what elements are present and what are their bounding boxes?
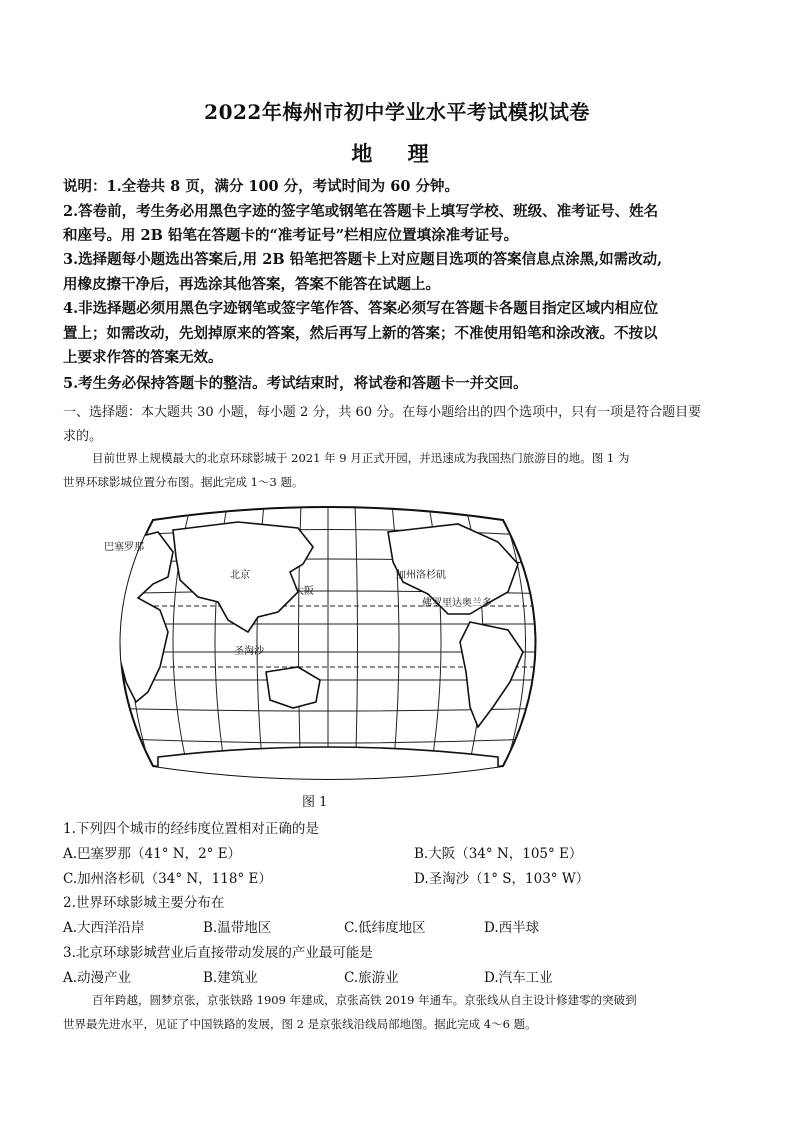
passage-text: 百年跨越，圆梦京张，京张铁路 1909 年建成，京张高铁 2019 年通车。京张线从自主设计修建零的突破到: [92, 993, 637, 1007]
option-b: B.建筑业: [203, 970, 258, 986]
map-label-los-angeles: 加州洛杉矶: [396, 570, 446, 581]
question-stem: 1.下列四个城市的经纬度位置相对正确的是: [63, 821, 319, 837]
instruction-line: 置上；如需改动，先划掉原来的答案，然后再写上新的答案；不准使用铅笔和涂改液。不按以: [63, 325, 658, 342]
exam-title: 2022年梅州市初中学业水平考试模拟试卷: [204, 100, 590, 124]
option-d: D.西半球: [484, 920, 540, 936]
map-label-orlando: 佛罗里达奥兰多: [422, 598, 492, 609]
section-heading: 一、选择题：本大题共 30 小题，每小题 2 分，共 60 分。在每小题给出的四个选项中，只有一项是符合题目要: [63, 405, 702, 420]
instruction-line: 说明：1.全卷共 8 页，满分 100 分，考试时间为 60 分钟。: [63, 178, 459, 195]
option-c: C.低纬度地区: [344, 920, 426, 936]
question-stem: 3.北京环球影城营业后直接带动发展的产业最可能是: [63, 945, 373, 961]
passage-text: 世界环球影城位置分布图。据此完成 1～3 题。: [63, 475, 304, 489]
map-label-beijing: 北京: [230, 570, 250, 581]
option-c: C.旅游业: [344, 970, 399, 986]
map-label-sentosa: 圣淘沙: [234, 646, 264, 657]
option-d: D.圣淘沙（1° S，103° W）: [414, 871, 590, 887]
instruction-line: 5.考生务必保持答题卡的整洁。考试结束时，将试卷和答题卡一并交回。: [63, 375, 528, 392]
subject-title: 地 理: [351, 141, 443, 166]
option-c: C.加州洛杉矶（34° N，118° E）: [63, 871, 272, 887]
option-b: B.大阪（34° N，105° E）: [414, 846, 583, 862]
section-heading: 求的。: [63, 429, 103, 444]
option-a: A.动漫产业: [63, 970, 132, 986]
option-b: B.温带地区: [203, 920, 272, 936]
instruction-line: 3.选择题每小题选出答案后,用 2B 铅笔把答题卡上对应题目选项的答案信息点涂黑,如需改动,: [63, 251, 663, 268]
passage-text: 目前世界上规模最大的北京环球影城于 2021 年 9 月正式开园，并迅速成为我国热门旅游目的地。图 1 为: [92, 451, 630, 465]
map-label-barcelona: 巴塞罗那: [104, 542, 144, 553]
option-a: A.巴塞罗那（41° N，2° E）: [63, 846, 242, 862]
world-map: [98, 502, 558, 784]
figure-caption: 图 1: [302, 795, 328, 810]
question-stem: 2.世界环球影城主要分布在: [63, 895, 225, 911]
instruction-line: 4.非选择题必须用黑色字迹钢笔或签字笔作答、答案必须写在答题卡各题目指定区域内相应位: [63, 300, 659, 317]
option-d: D.汽车工业: [484, 970, 553, 986]
instruction-line: 2.答卷前，考生务必用黑色字迹的签字笔或钢笔在答题卡上填写学校、班级、准考证号、姓名: [63, 203, 659, 220]
passage-text: 世界最先进水平，见证了中国铁路的发展，图 2 是京张线沿线局部地图。据此完成 4～6 题。: [63, 1017, 537, 1031]
instruction-line: 和座号。用 2B 铅笔在答题卡的“准考证号”栏相应位置填涂准考证号。: [63, 227, 519, 244]
map-label-osaka: 大阪: [294, 586, 314, 597]
option-a: A.大西洋沿岸: [63, 920, 145, 936]
instruction-line: 上要求作答的答案无效。: [63, 349, 223, 366]
instruction-line: 用橡皮擦干净后，再选涂其他答案，答案不能答在试题上。: [63, 276, 440, 293]
